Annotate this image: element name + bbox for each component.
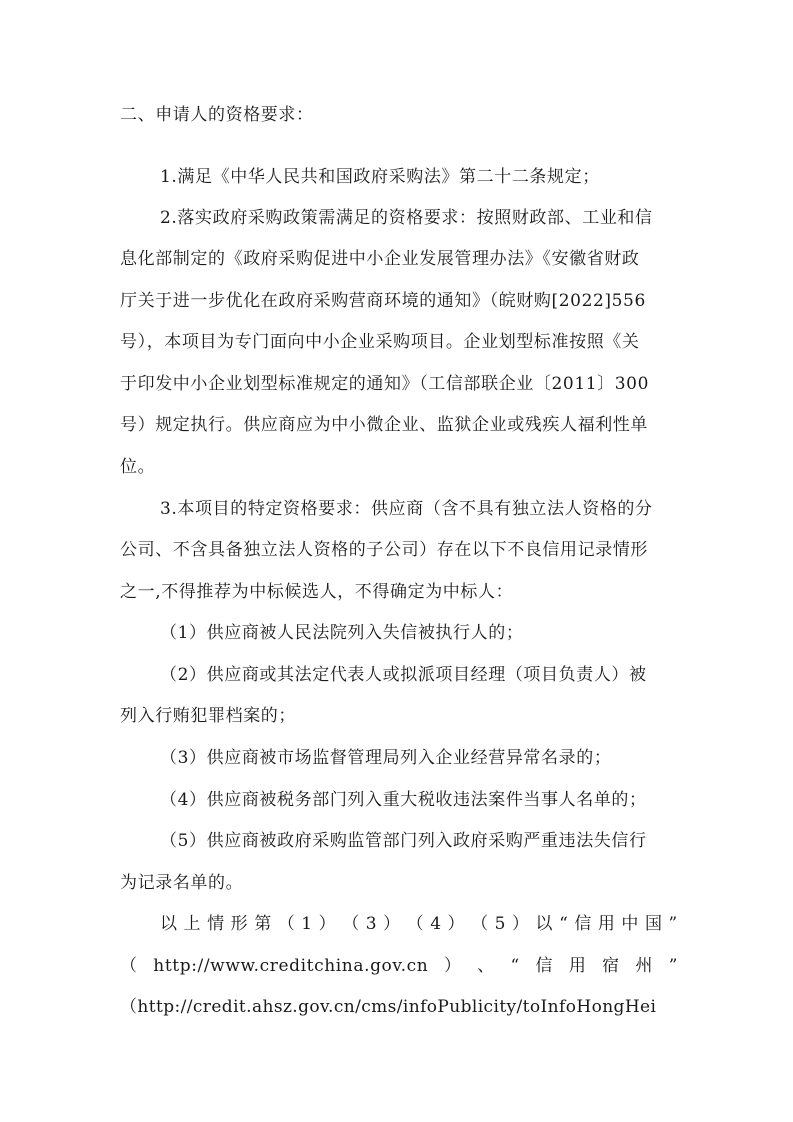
paragraph-2-line-7: 位。 [120, 457, 156, 477]
section-heading: 二、申请人的资格要求： [120, 105, 314, 125]
paragraph-1: 1.满足《中华人民共和国政府采购法》第二十二条规定； [160, 167, 600, 187]
creditchina-url: http://www.creditchina.gov.cn [153, 956, 429, 976]
list-item-1: （1）供应商被人民法院列入失信被执行人的； [160, 623, 524, 643]
list-item-2-line-2: 列入行贿犯罪档案的； [120, 706, 296, 726]
list-item-3: （3）供应商被市场监督管理局列入企业经营异常名录的； [160, 748, 612, 768]
list-item-2-line-1: （2）供应商或其法定代表人或拟派项目经理（项目负责人）被 [160, 665, 647, 685]
paragraph-3-line-2: 公司、不含具备独立法人资格的子公司）存在以下不良信用记录情形 [120, 540, 648, 560]
paragraph-2-line-3: 厅关于进一步优化在政府采购营商环境的通知》（皖财购[2022]556 [120, 291, 646, 311]
paragraph-2-line-1: 2.落实政府采购政策需满足的资格要求：按照财政部、工业和信 [160, 208, 653, 228]
paragraph-2-line-5: 于印发中小企业划型标准规定的通知》（工信部联企业〔2011〕300 [120, 374, 650, 394]
paragraph-3-line-1: 3.本项目的特定资格要求：供应商（含不具有独立法人资格的分 [160, 499, 653, 519]
paragraph-2-line-2: 息化部制定的《政府采购促进中小企业发展管理办法》《安徽省财政 [120, 249, 640, 269]
paragraph-2-line-4: 号），本项目为专门面向中小企业采购项目。企业划型标准按照《关 [120, 332, 640, 352]
paragraph-4-line-3: （http://credit.ahsz.gov.cn/cms/infoPublicity/toInfoHongHei [120, 997, 657, 1017]
paragraph-2-line-6: 号）规定执行。供应商应为中小微企业、监狱企业或残疾人福利性单 [120, 415, 648, 435]
list-item-4: （4）供应商被税务部门列入重大税收违法案件当事人名单的； [160, 790, 647, 810]
paragraph-3-line-3: 之一,不得推荐为中标候选人，不得确定为中标人： [120, 582, 514, 602]
list-item-5-line-1: （5）供应商被政府采购监管部门列入政府采购严重违法失信行 [160, 831, 647, 851]
paragraph-4-line-1: 以 上 情 形 第 （ 1 ） （ 3 ） （ 4 ） （ 5 ） 以 “ 信 用 中 国 ” [160, 914, 678, 934]
list-item-5-line-2: 为记录名单的。 [120, 873, 244, 893]
paragraph-4-line-2: （ http://www.creditchina.gov.cn ） 、 “ 信 用 宿 州 ” [120, 956, 678, 976]
